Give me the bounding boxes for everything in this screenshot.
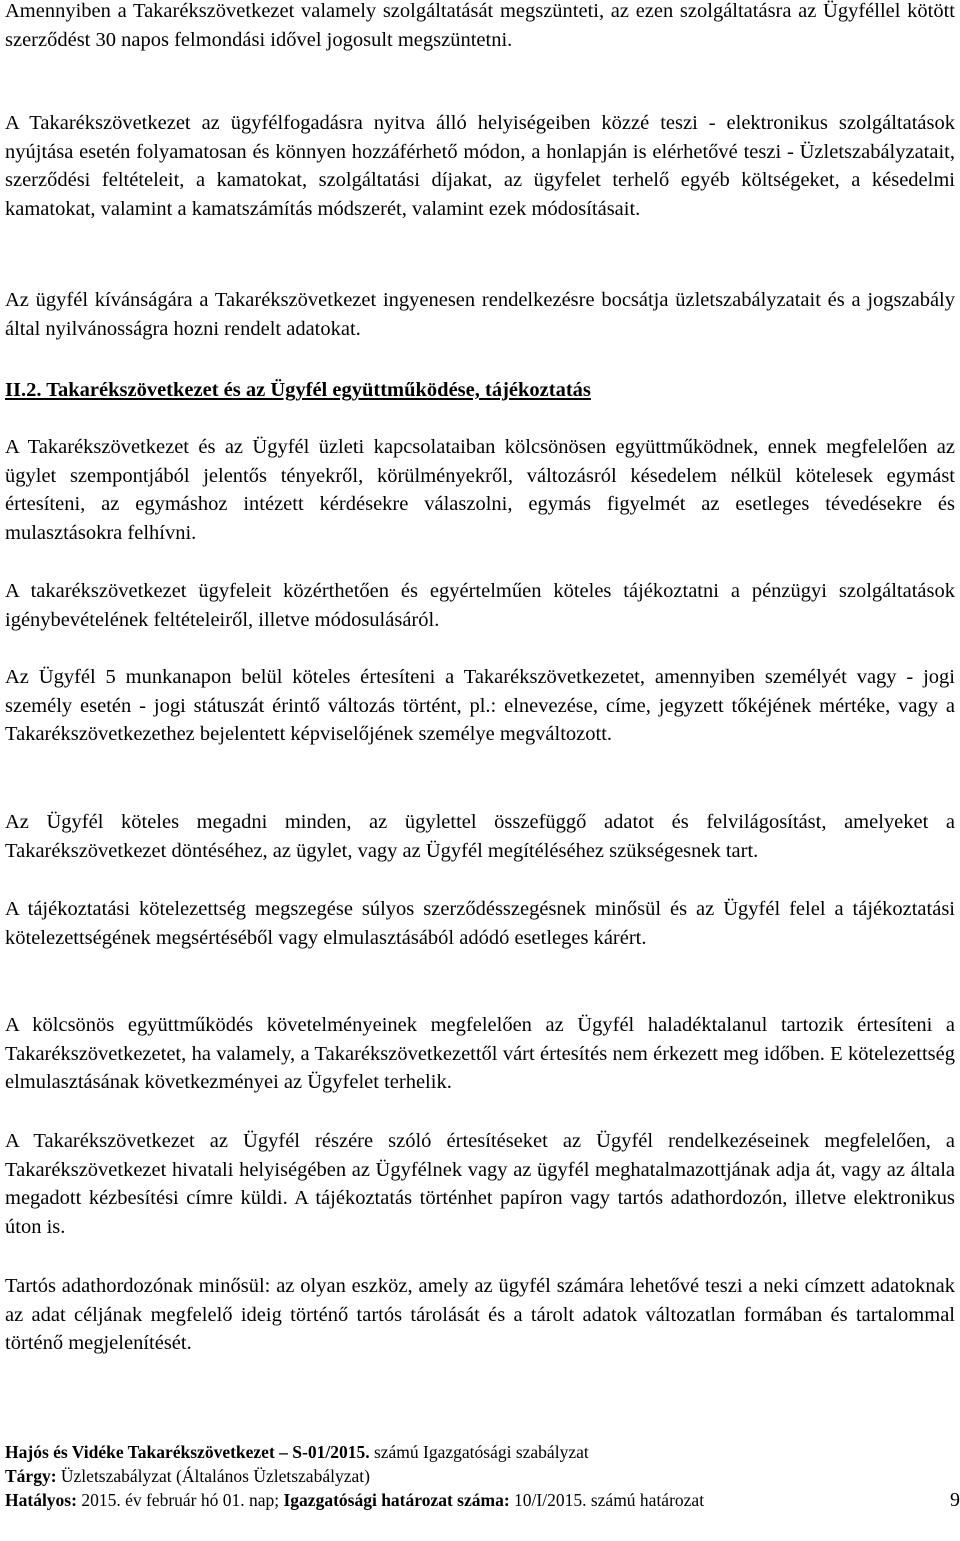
footer-resolution-label: Igazgatósági határozat száma: (283, 1490, 510, 1510)
section-heading: II.2. Takarékszövetkezet és az Ügyfél együttműködése, tájékoztatás (5, 379, 591, 401)
footer-effective-label: Hatályos: (5, 1490, 77, 1510)
footer-subject-label: Tárgy: (5, 1466, 57, 1486)
paragraph-information-duty: A takarékszövetkezet ügyfeleit közérthetően és egyértelműen köteles tájékoztatni a pénzügyi szolgáltatások igénybevételének feltételeiről, illetve módosulásáról. (5, 580, 955, 631)
paragraph-durable-medium: Tartós adathordozónak minősül: az olyan eszköz, amely az ügyfél számára lehetővé teszi a neki címzett adatoknak az adat céljának megfelelő ideig történő tartós tárolását és a tárolt adatok változatlan formában és tartalommal történő megjelenítését. (5, 1275, 955, 1355)
page-footer (5, 1440, 960, 1512)
footer-effective-date: 2015. év február hó 01. nap; (76, 1490, 284, 1510)
footer-resolution-number: 10/I/2015. számú határozat (509, 1490, 705, 1510)
paragraph-termination: Amennyiben a Takarékszövetkezet valamely szolgáltatását megszünteti, az ezen szolgáltatásra az Ügyféllel kötött szerződést 30 napos felmondási idővel jogosult megszüntetni. (5, 0, 955, 51)
footer-subject-line (5, 1464, 960, 1488)
paragraph-change-notification: Az Ügyfél 5 munkanapon belül köteles értesíteni a Takarékszövetkezetet, amennyiben személyét vagy - jogi személy esetén - jogi státuszát érintő változás történt, pl.: elnevezése, címe, jegyzett tőkéjének mértéke, vagy a Takarékszövetkezethez bejelentett képviselőjének személye megváltozott. (5, 666, 955, 746)
paragraph-breach: A tájékoztatási kötelezettség megszegése súlyos szerződésszegésnek minősül és az Ügyfél felel a tájékoztatási kötelezettségének megsértéséből vagy elmulasztásából adódó esetleges kárért. (5, 898, 955, 949)
footer-effective-line (5, 1488, 960, 1512)
footer-institution: Hajós és Vidéke Takarékszövetkezet – S-01/2015. (5, 1442, 370, 1462)
footer-subject-value: Üzletszabályzat (Általános Üzletszabályzat) (56, 1466, 370, 1486)
paragraph-cooperation: A Takarékszövetkezet és az Ügyfél üzleti kapcsolataiban kölcsönösen együttműködnek, ennek megfelelően az ügylet szempontjából jelentős tényekről, körülményekről, változásról késedelem nélkül kötelesek egymást értesíteni, az egymáshoz intézett kérdésekre válaszolni, egymás figyelmét az esetleges tévedésekre és mulasztásokra felhívni. (5, 436, 955, 545)
footer-regulation-type: számú Igazgatósági szabályzat (369, 1442, 589, 1462)
page-number: 9 (950, 1489, 960, 1511)
paragraph-mutual-cooperation: A kölcsönös együttműködés követelményeinek megfelelően az Ügyfél haladéktalanul tartozik értesíteni a Takarékszövetkezetet, ha valamely, a Takarékszövetkezettől várt értesítés nem érkezett meg időben. E kötelezettség elmulasztásának következményei az Ügyfelet terhelik. (5, 1014, 955, 1094)
paragraph-notifications: A Takarékszövetkezet az Ügyfél részére szóló értesítéseket az Ügyfél rendelkezéseinek megfelelően, a Takarékszövetkezet hivatali helyiségében az Ügyfélnek vagy az ügyfél meghatalmazottjának adja át, vagy az általa megadott kézbesítési címre küldi. A tájékoztatás történhet papíron vagy tartós adathordozón, illetve elektronikus úton is. (5, 1130, 955, 1239)
paragraph-data-provision: Az Ügyfél köteles megadni minden, az ügylettel összefüggő adatot és felvilágosítást, amelyeket a Takarékszövetkezet döntéséhez, az ügylet, vagy az Ügyfél megítéléséhez szükségesnek tart. (5, 811, 955, 862)
paragraph-publication: A Takarékszövetkezet az ügyfélfogadásra nyitva álló helyiségeiben közzé teszi - elektronikus szolgáltatások nyújtása esetén folyamatosan és könnyen hozzáférhető módon, a honlapján is elérhetővé teszi - Üzletszabályzatait, szerződési feltételeit, a kamatokat, szolgáltatási díjakat, az ügyfelet terhelő egyéb költségeket, a késedelmi kamatokat, valamint a kamatszámítás módszerét, valamint ezek módosításait. (5, 112, 955, 221)
footer-regulation-line (5, 1440, 960, 1464)
paragraph-free-access: Az ügyfél kívánságára a Takarékszövetkezet ingyenesen rendelkezésre bocsátja üzletszabályzatait és a jogszabály által nyilvánosságra hozni rendelt adatokat. (5, 289, 955, 340)
